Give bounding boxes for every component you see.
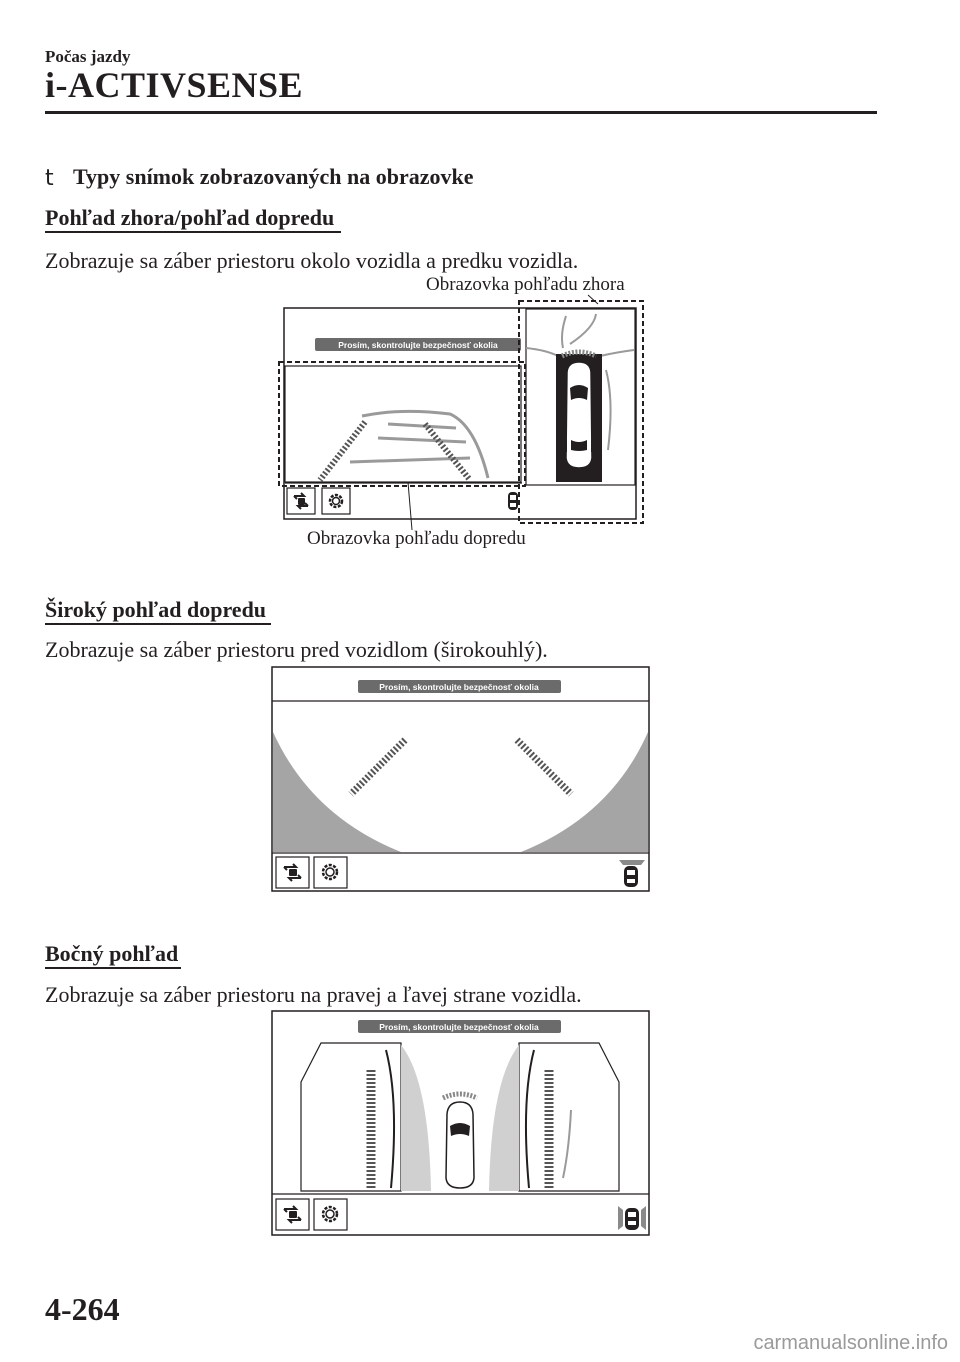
figure-top-front-view [270, 290, 660, 538]
subsection-underline [45, 623, 271, 625]
subsection-text-top-front: Zobrazuje sa záber priestoru okolo vozidla a predku vozidla. [45, 248, 579, 273]
subsection-title-side: Bočný pohľad [45, 941, 179, 966]
figure-side-view [271, 1010, 651, 1237]
page-number: 4-264 [45, 1291, 120, 1327]
subsection-title-wide: Široký pohľad dopredu [45, 597, 267, 622]
callout-top-view: Obrazovka pohľadu zhora [426, 274, 625, 295]
warning-banner: Prosím, skontrolujte bezpečnosť okolia [379, 682, 539, 692]
figure-wide-view [271, 666, 651, 893]
subsection-underline [45, 231, 341, 233]
section-bullet: t [45, 166, 54, 191]
section-title: Typy snímok zobrazovaných na obrazovke [73, 164, 474, 189]
subsection-title-top-front: Pohľad zhora/pohľad dopredu [45, 205, 335, 230]
warning-banner: Prosím, skontrolujte bezpečnosť okolia [338, 340, 498, 350]
watermark: carmanualsonline.info [753, 1332, 948, 1354]
callout-front-view: Obrazovka pohľadu dopredu [307, 528, 526, 549]
subsection-text-wide: Zobrazuje sa záber priestoru pred vozidlom (širokouhlý). [45, 637, 548, 662]
subsection-underline [45, 967, 181, 969]
chapter-label: Počas jazdy [45, 47, 131, 66]
header-divider [45, 111, 877, 114]
page-title: i-ACTIVSENSE [45, 65, 304, 105]
warning-banner: Prosím, skontrolujte bezpečnosť okolia [379, 1022, 539, 1032]
subsection-text-side: Zobrazuje sa záber priestoru na pravej a ľavej strane vozidla. [45, 982, 582, 1007]
